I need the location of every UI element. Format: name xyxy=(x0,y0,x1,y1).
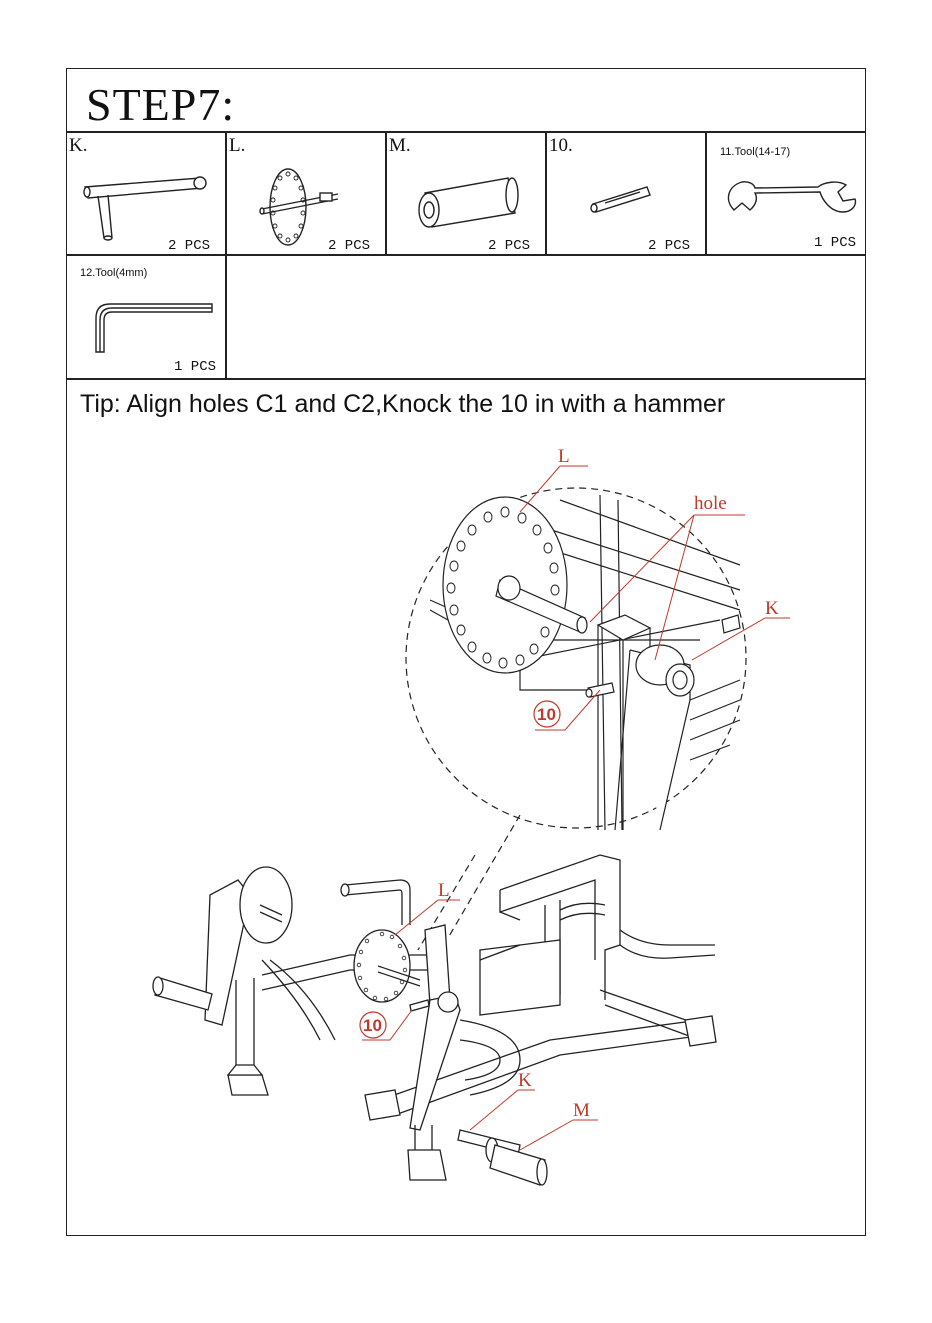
pin-icon xyxy=(591,187,650,212)
part-m-qty: 2 PCS xyxy=(488,238,531,254)
selector-disc-icon xyxy=(260,169,338,245)
callout-l-bottom: L xyxy=(438,880,450,901)
part-k-qty: 2 PCS xyxy=(168,238,211,254)
handle-arm-icon xyxy=(84,177,206,240)
wrench-icon xyxy=(728,182,855,212)
part-11-qty: 1 PCS xyxy=(814,235,857,251)
part-l-qty: 2 PCS xyxy=(328,238,371,254)
callout-10-top: 10 xyxy=(537,705,556,724)
callout-hole: hole xyxy=(694,493,727,514)
callout-k-top: K xyxy=(765,598,779,619)
allen-key-icon xyxy=(96,304,212,352)
step-title: STEP7: xyxy=(86,79,236,130)
part-10-qty: 2 PCS xyxy=(648,238,691,254)
part-12-label: 12.Tool(4mm) xyxy=(80,267,148,279)
callout-10-bottom: 10 xyxy=(363,1016,382,1035)
part-m-label: M. xyxy=(389,135,411,156)
part-10-label: 10. xyxy=(549,135,573,156)
callout-m: M xyxy=(573,1100,590,1121)
part-12-qty: 1 PCS xyxy=(174,359,217,375)
part-l-label: L. xyxy=(229,135,246,156)
assembly-tip: Tip: Align holes C1 and C2,Knock the 10 in with a hammer xyxy=(80,390,726,418)
callout-l-top: L xyxy=(558,446,570,467)
callout-k-bottom: K xyxy=(518,1070,532,1091)
foam-roller-icon xyxy=(419,178,518,227)
part-11-label: 11.Tool(14-17) xyxy=(720,146,791,158)
part-k-label: K. xyxy=(69,135,88,156)
